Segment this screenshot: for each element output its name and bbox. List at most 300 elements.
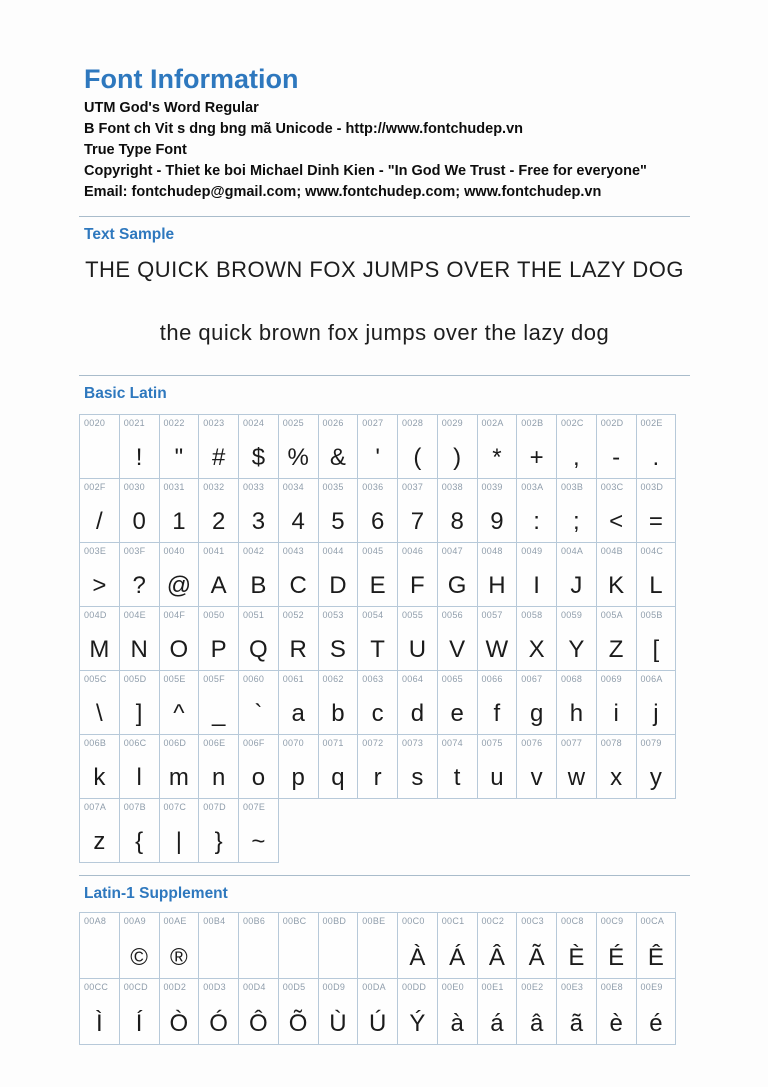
glyph-cell (318, 478, 359, 543)
glyph-sample: \ (96, 700, 103, 727)
email-line: Email: fontchudep@gmail.com; www.fontchudep.com; www.fontchudep.vn (84, 184, 602, 200)
glyph-code-label: 0048 (481, 546, 503, 556)
glyph-sample: à (450, 1010, 464, 1037)
glyph-cell (159, 542, 200, 607)
glyph-cell (357, 670, 398, 735)
glyph-cell (238, 414, 279, 479)
glyph-code-label: 0078 (600, 738, 622, 748)
glyph-cell (636, 606, 677, 671)
glyph-row (79, 798, 690, 863)
glyph-cell (437, 978, 478, 1045)
glyph-code-label: 0042 (243, 546, 265, 556)
glyph-code-label: 006E (203, 738, 226, 748)
glyph-cell (357, 606, 398, 671)
glyph-code-label: 0072 (362, 738, 384, 748)
glyph-code-label: 0022 (163, 418, 185, 428)
glyph-cell (79, 912, 120, 979)
glyph-code-label: 0024 (243, 418, 265, 428)
glyph-cell (357, 978, 398, 1045)
glyph-sample: Ú (368, 1010, 387, 1037)
glyph-code-label: 0029 (441, 418, 463, 428)
glyph-cell (238, 606, 279, 671)
glyph-code-label: 0039 (481, 482, 503, 492)
glyph-cell (437, 542, 478, 607)
page-title: Font Information (84, 64, 299, 94)
glyph-cell (238, 978, 279, 1045)
glyph-code-label: 003C (600, 482, 624, 492)
glyph-code-label: 00DA (362, 982, 386, 992)
glyph-cell (397, 978, 438, 1045)
glyph-cell (119, 414, 160, 479)
glyph-code-label: 0056 (441, 610, 463, 620)
glyph-code-label: 0076 (521, 738, 543, 748)
glyph-cell (556, 478, 597, 543)
glyph-code-label: 00AE (163, 916, 187, 926)
glyph-code-label: 007E (243, 802, 266, 812)
glyph-sample: % (287, 444, 309, 471)
glyph-cell (198, 670, 239, 735)
glyph-code-label: 0060 (243, 674, 265, 684)
glyph-cell (556, 978, 597, 1045)
glyph-code-label: 0058 (521, 610, 543, 620)
glyph-code-label: 0037 (402, 482, 424, 492)
glyph-code-label: 006A (640, 674, 663, 684)
glyph-sample: H (488, 572, 506, 599)
glyph-sample: { (135, 828, 144, 855)
glyph-sample: = (648, 508, 663, 535)
glyph-sample: é (649, 1010, 663, 1037)
glyph-sample: À (409, 944, 426, 971)
glyph-row (79, 734, 690, 799)
glyph-sample: s (411, 764, 424, 791)
glyph-cell (79, 606, 120, 671)
glyph-code-label: 00BE (362, 916, 386, 926)
glyph-code-label: 0040 (163, 546, 185, 556)
glyph-sample: Z (608, 636, 624, 663)
glyph-sample: 7 (410, 508, 425, 535)
glyph-cell (397, 912, 438, 979)
glyph-sample: q (331, 764, 345, 791)
glyph-cell (636, 734, 677, 799)
sample-text-uppercase: THE QUICK BROWN FOX JUMPS OVER THE LAZY DOG (85, 257, 684, 282)
glyph-cell (437, 734, 478, 799)
glyph-code-label: 0031 (163, 482, 185, 492)
glyph-code-label: 004B (600, 546, 623, 556)
glyph-code-label: 007C (163, 802, 187, 812)
glyph-sample: > (92, 572, 107, 599)
glyph-code-label: 004F (163, 610, 186, 620)
glyph-cell (636, 414, 677, 479)
glyph-cell (357, 542, 398, 607)
glyph-sample: m (168, 764, 189, 791)
glyph-cell (596, 414, 637, 479)
glyph-cell (79, 734, 120, 799)
glyph-cell (278, 606, 319, 671)
glyph-code-label: 005B (640, 610, 663, 620)
glyph-code-label: 002A (481, 418, 504, 428)
glyph-sample: È (568, 944, 585, 971)
glyph-cell (318, 606, 359, 671)
glyph-cell (596, 912, 637, 979)
glyph-code-label: 0054 (362, 610, 384, 620)
glyph-code-label: 006B (84, 738, 107, 748)
glyph-cell (556, 734, 597, 799)
glyph-sample: w (567, 764, 586, 791)
glyph-sample: N (130, 636, 148, 663)
glyph-cell (238, 478, 279, 543)
glyph-sample: Ò (169, 1010, 189, 1037)
glyph-cell (159, 734, 200, 799)
glyph-sample: W (485, 636, 509, 663)
glyph-sample: K (608, 572, 625, 599)
text-sample-heading: Text Sample (84, 226, 175, 243)
glyph-sample: & (329, 444, 346, 471)
glyph-code-label: 0074 (441, 738, 463, 748)
glyph-cell (397, 670, 438, 735)
glyph-sample: P (210, 636, 227, 663)
glyph-sample: / (96, 508, 103, 535)
glyph-sample: C (289, 572, 307, 599)
glyph-sample: y (649, 764, 662, 791)
glyph-row (79, 670, 690, 735)
glyph-sample: g (529, 700, 544, 727)
glyph-code-label: 00E0 (441, 982, 464, 992)
glyph-cell (278, 542, 319, 607)
glyph-cell (477, 912, 518, 979)
glyph-code-label: 00BC (282, 916, 307, 926)
glyph-code-label: 0046 (402, 546, 424, 556)
glyph-sample: 1 (172, 508, 186, 535)
font-description-line: B Font ch Vit s dng bng mã Unicode - http://www.fontchudep.vn (84, 121, 524, 137)
glyph-sample: v (530, 764, 543, 791)
glyph-sample: b (331, 700, 345, 727)
glyph-cell (357, 478, 398, 543)
glyph-cell (437, 670, 478, 735)
glyph-cell (79, 978, 120, 1045)
glyph-code-label: 0032 (203, 482, 225, 492)
glyph-sample: p (291, 764, 305, 791)
glyph-code-label: 0030 (123, 482, 145, 492)
glyph-cell (119, 478, 160, 543)
glyph-cell (516, 478, 557, 543)
glyph-sample: ) (453, 444, 462, 471)
glyph-cell (636, 478, 677, 543)
glyph-code-label: 00D5 (282, 982, 306, 992)
glyph-cell (79, 670, 120, 735)
glyph-code-label: 0044 (322, 546, 344, 556)
glyph-code-label: 0034 (282, 482, 304, 492)
glyph-cell (238, 734, 279, 799)
glyph-code-label: 0071 (322, 738, 344, 748)
glyph-code-label: 003D (640, 482, 664, 492)
basic-latin-table (79, 414, 690, 863)
glyph-cell (159, 414, 200, 479)
glyph-cell (397, 606, 438, 671)
glyph-cell (437, 606, 478, 671)
glyph-cell (596, 606, 637, 671)
glyph-code-label: 00E9 (640, 982, 663, 992)
glyph-cell (318, 734, 359, 799)
glyph-code-label: 00CA (640, 916, 665, 926)
glyph-sample: A (210, 572, 227, 599)
glyph-cell (278, 670, 319, 735)
glyph-code-label: 0066 (481, 674, 503, 684)
glyph-code-label: 0025 (282, 418, 304, 428)
glyph-sample: [ (652, 636, 660, 663)
glyph-sample: * (492, 444, 502, 471)
sample-text-lowercase: the quick brown fox jumps over the lazy dog (159, 320, 610, 345)
glyph-cell (198, 978, 239, 1045)
glyph-cell (159, 912, 200, 979)
glyph-code-label: 0050 (203, 610, 225, 620)
glyph-code-label: 0035 (322, 482, 344, 492)
glyph-cell (198, 912, 239, 979)
glyph-sample: x (610, 764, 623, 791)
glyph-sample: ( (413, 444, 422, 471)
glyph-code-label: 0069 (600, 674, 622, 684)
glyph-cell (516, 606, 557, 671)
glyph-cell (596, 542, 637, 607)
glyph-cell (159, 670, 200, 735)
glyph-sample: ` (254, 700, 263, 727)
glyph-code-label: 00D2 (163, 982, 187, 992)
glyph-code-label: 004A (561, 546, 584, 556)
glyph-sample: V (449, 636, 466, 663)
glyph-sample: â (529, 1010, 544, 1037)
glyph-sample: ® (170, 944, 188, 971)
glyph-sample: j (653, 700, 659, 727)
glyph-code-label: 0051 (243, 610, 265, 620)
glyph-code-label: 00E2 (521, 982, 544, 992)
glyph-cell (556, 606, 597, 671)
glyph-sample: < (609, 508, 624, 535)
glyph-cell (477, 734, 518, 799)
glyph-row (79, 606, 690, 671)
glyph-sample: I (533, 572, 540, 599)
glyph-row (79, 478, 690, 543)
glyph-code-label: 0023 (203, 418, 225, 428)
glyph-cell (159, 798, 200, 863)
glyph-sample: 4 (291, 508, 305, 535)
glyph-cell (79, 542, 120, 607)
glyph-cell (278, 478, 319, 543)
glyph-sample: + (529, 444, 544, 471)
glyph-sample: J (570, 572, 583, 599)
glyph-sample: Ê (647, 944, 664, 971)
section-divider (79, 375, 690, 376)
glyph-cell (318, 414, 359, 479)
glyph-sample: | (175, 828, 182, 855)
glyph-sample: o (251, 764, 266, 791)
glyph-sample: ^ (173, 700, 185, 727)
glyph-sample: Ô (249, 1010, 268, 1037)
glyph-code-label: 00C8 (561, 916, 584, 926)
glyph-sample: # (211, 444, 226, 471)
glyph-code-label: 0065 (441, 674, 463, 684)
glyph-sample: c (371, 700, 384, 727)
glyph-sample: U (408, 636, 427, 663)
glyph-sample: r (373, 764, 382, 791)
glyph-code-label: 0064 (402, 674, 424, 684)
glyph-cell (238, 912, 279, 979)
glyph-sample: B (250, 572, 267, 599)
glyph-sample: ã (569, 1010, 584, 1037)
glyph-code-label: 00E3 (561, 982, 584, 992)
glyph-cell (278, 414, 319, 479)
glyph-code-label: 00B4 (203, 916, 226, 926)
glyph-code-label: 00E8 (600, 982, 623, 992)
glyph-sample: T (370, 636, 385, 663)
glyph-sample: ] (135, 700, 143, 727)
glyph-sample: ? (132, 572, 146, 599)
glyph-cell (198, 606, 239, 671)
glyph-cell (318, 912, 359, 979)
glyph-cell (278, 978, 319, 1045)
glyph-cell (198, 798, 239, 863)
glyph-code-label: 0038 (441, 482, 463, 492)
glyph-sample: f (493, 700, 501, 727)
glyph-cell (516, 978, 557, 1045)
glyph-sample: " (174, 444, 184, 471)
glyph-sample: e (450, 700, 464, 727)
glyph-sample: d (410, 700, 425, 727)
glyph-code-label: 0045 (362, 546, 384, 556)
glyph-sample: D (329, 572, 347, 599)
glyph-cell (477, 670, 518, 735)
glyph-sample: : (533, 508, 540, 535)
glyph-code-label: 0055 (402, 610, 424, 620)
glyph-code-label: 0073 (402, 738, 424, 748)
glyph-sample: i (613, 700, 619, 727)
glyph-sample: 8 (450, 508, 464, 535)
copyright-line: Copyright - Thiet ke boi Michael Dinh Kien - "In God We Trust - Free for everyone" (84, 163, 647, 179)
glyph-code-label: 0027 (362, 418, 384, 428)
glyph-cell (477, 606, 518, 671)
glyph-sample: Á (449, 944, 466, 971)
glyph-code-label: 00A8 (84, 916, 107, 926)
glyph-code-label: 004D (84, 610, 107, 620)
glyph-cell (79, 478, 120, 543)
glyph-sample: 9 (490, 508, 504, 535)
glyph-sample: n (211, 764, 226, 791)
glyph-cell (516, 734, 557, 799)
glyph-cell (119, 912, 160, 979)
glyph-sample: á (490, 1010, 504, 1037)
glyph-cell (397, 414, 438, 479)
glyph-sample: t (453, 764, 461, 791)
glyph-code-label: 00C1 (441, 916, 465, 926)
glyph-code-label: 007D (203, 802, 226, 812)
glyph-cell (477, 478, 518, 543)
font-type-line: True Type Font (84, 142, 187, 158)
glyph-code-label: 005E (163, 674, 186, 684)
glyph-code-label: 0049 (521, 546, 543, 556)
glyph-cell (596, 670, 637, 735)
glyph-sample: } (214, 828, 223, 855)
font-info-block (79, 98, 690, 203)
glyph-cell (636, 670, 677, 735)
glyph-cell (397, 542, 438, 607)
glyph-cell (636, 978, 677, 1045)
glyph-cell (278, 912, 319, 979)
glyph-code-label: 0079 (640, 738, 662, 748)
glyph-code-label: 006F (243, 738, 265, 748)
glyph-sample: S (329, 636, 346, 663)
glyph-cell (596, 478, 637, 543)
glyph-sample: X (528, 636, 545, 663)
glyph-code-label: 00BD (322, 916, 347, 926)
glyph-sample: u (490, 764, 504, 791)
glyph-sample: 3 (251, 508, 266, 535)
latin1-supplement-heading: Latin-1 Supplement (84, 885, 228, 902)
glyph-code-label: 00E1 (481, 982, 504, 992)
glyph-sample: ! (135, 444, 143, 471)
glyph-cell (278, 734, 319, 799)
glyph-sample: a (291, 700, 305, 727)
glyph-sample: 2 (211, 508, 226, 535)
glyph-cell (596, 734, 637, 799)
glyph-cell (636, 542, 677, 607)
glyph-cell (477, 414, 518, 479)
glyph-cell (119, 798, 160, 863)
glyph-code-label: 005A (600, 610, 623, 620)
glyph-cell (556, 670, 597, 735)
glyph-code-label: 002F (84, 482, 106, 492)
glyph-cell (556, 912, 597, 979)
glyph-cell (437, 414, 478, 479)
glyph-cell (198, 542, 239, 607)
glyph-sample: , (573, 444, 580, 471)
glyph-sample: F (410, 572, 425, 599)
glyph-sample: $ (251, 444, 266, 471)
glyph-sample: Â (488, 944, 505, 971)
glyph-cell (357, 734, 398, 799)
glyph-code-label: 0036 (362, 482, 384, 492)
glyph-code-label: 00C3 (521, 916, 544, 926)
glyph-code-label: 003E (84, 546, 107, 556)
glyph-code-label: 00D3 (203, 982, 226, 992)
glyph-code-label: 0043 (282, 546, 304, 556)
glyph-sample: E (369, 572, 386, 599)
glyph-sample: è (609, 1010, 623, 1037)
glyph-sample: Ó (209, 1010, 228, 1037)
glyph-cell (516, 912, 557, 979)
glyph-cell (516, 414, 557, 479)
glyph-sample: h (569, 700, 584, 727)
glyph-cell (516, 542, 557, 607)
glyph-code-label: 002C (561, 418, 584, 428)
glyph-code-label: 003B (561, 482, 584, 492)
glyph-row (79, 542, 690, 607)
section-divider (79, 875, 690, 876)
glyph-sample: L (649, 572, 663, 599)
glyph-code-label: 0033 (243, 482, 265, 492)
glyph-sample: _ (211, 700, 226, 727)
glyph-sample: - (612, 444, 621, 471)
glyph-code-label: 00B6 (243, 916, 266, 926)
glyph-code-label: 00DD (402, 982, 427, 992)
glyph-sample: É (608, 944, 625, 971)
glyph-code-label: 004E (123, 610, 146, 620)
section-divider (79, 216, 690, 217)
glyph-code-label: 0021 (123, 418, 145, 428)
glyph-sample: M (89, 636, 110, 663)
glyph-sample: Ã (528, 944, 545, 971)
glyph-cell (119, 542, 160, 607)
glyph-sample: Í (135, 1010, 143, 1037)
glyph-cell (318, 542, 359, 607)
glyph-code-label: 002E (640, 418, 663, 428)
